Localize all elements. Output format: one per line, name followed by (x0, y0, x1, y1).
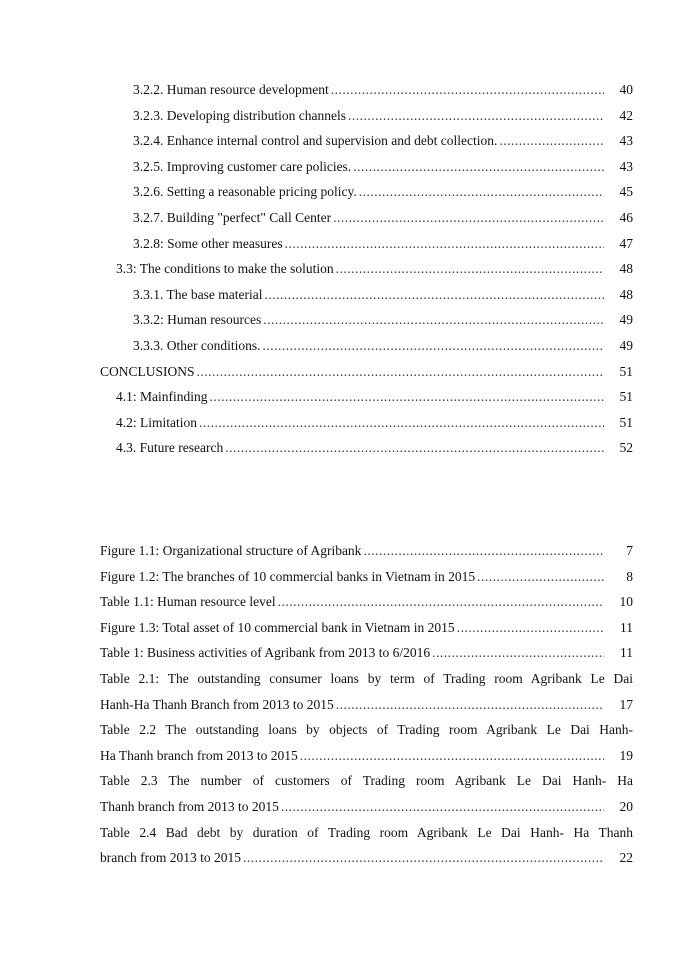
toc-entry-label: 3.2.4. Enhance internal control and supervision and debt collection. (133, 133, 498, 149)
dot-leader (197, 362, 604, 382)
dot-leader (353, 157, 604, 177)
table-entry-label: Table 1.1: Human resource level (100, 594, 276, 610)
toc-entry (100, 80, 633, 106)
toc-entry-page: 51 (619, 363, 633, 379)
table-entry-label: Ha Thanh branch from 2013 to 2015 (100, 747, 298, 763)
toc-entry (100, 131, 633, 157)
dot-leader (225, 438, 604, 458)
dot-leader (285, 234, 604, 254)
figure-entry (100, 538, 633, 564)
table-entry-title-line: Table 2.1: The outstanding consumer loans by term of Trading room Agribank Le Dai (100, 670, 633, 686)
toc-entry-page: 43 (619, 133, 633, 149)
toc-entry-page: 49 (619, 312, 633, 328)
dot-leader (477, 564, 604, 590)
toc-entry-label: 4.2: Limitation (116, 414, 197, 430)
table-entry-label: Hanh-Ha Thanh Branch from 2013 to 2015 (100, 696, 334, 712)
dot-leader (336, 259, 604, 279)
toc-entry (100, 106, 633, 132)
dot-leader (278, 589, 604, 615)
toc-entry-label: 3.2.7. Building "perfect" Call Center (133, 209, 332, 225)
dot-leader (499, 131, 604, 151)
toc-entry-page: 52 (619, 440, 633, 456)
table-entry (100, 589, 633, 615)
toc-entry (100, 182, 633, 208)
table-entry (100, 692, 633, 718)
toc-entry-page: 49 (619, 337, 633, 353)
toc-entry (100, 336, 633, 362)
table-entry-page: 17 (619, 696, 633, 712)
toc-entry-label: CONCLUSIONS (100, 363, 195, 379)
toc-entry-page: 45 (619, 184, 633, 200)
table-of-contents (100, 80, 633, 464)
toc-entry (100, 285, 633, 311)
dot-leader (336, 692, 604, 718)
table-entry-title-line: Table 2.2 The outstanding loans by objects of Trading room Agribank Le Dai Hanh- (100, 722, 633, 738)
list-of-figures-and-tables (100, 538, 633, 871)
toc-entry (100, 362, 633, 388)
table-entry-title-line: Table 2.3 The number of customers of Trading room Agribank Le Dai Hanh- Ha (100, 773, 633, 789)
table-entry-page: 20 (619, 798, 633, 814)
dot-leader (281, 794, 604, 820)
dot-leader (199, 413, 604, 433)
figure-entry-page: 8 (626, 568, 633, 584)
dot-leader (300, 743, 604, 769)
table-entry (100, 794, 633, 820)
dot-leader (331, 80, 604, 100)
toc-entry-label: 3.3.2: Human resources (133, 312, 262, 328)
table-entry-label: Table 1: Business activities of Agribank from 2013 to 6/2016 (100, 645, 431, 661)
table-entry-page: 10 (619, 594, 633, 610)
toc-entry (100, 310, 633, 336)
toc-entry-page: 51 (619, 389, 633, 405)
table-entry (100, 640, 633, 666)
dot-leader (457, 615, 604, 641)
figure-entry-page: 7 (626, 543, 633, 558)
toc-entry-label: 3.2.3. Developing distribution channels (133, 107, 346, 123)
dot-leader (432, 640, 604, 666)
table-entry-page: 19 (619, 747, 633, 763)
dot-leader (210, 387, 605, 407)
toc-entry (100, 208, 633, 234)
toc-entry-label: 3.3: The conditions to make the solution (116, 261, 334, 277)
table-entry-label: Thanh branch from 2013 to 2015 (100, 798, 279, 814)
dot-leader (263, 336, 605, 356)
dot-leader (348, 106, 604, 126)
toc-entry-page: 48 (619, 261, 633, 277)
table-entry-title-line: Table 2.4 Bad debt by duration of Trading room Agribank Le Dai Hanh- Ha Thanh (100, 824, 633, 840)
toc-entry-label: 4.3. Future research (116, 440, 224, 456)
toc-entry-page: 47 (619, 235, 633, 251)
toc-entry (100, 413, 633, 439)
table-entry-page: 11 (620, 645, 633, 661)
figure-entry-label: Figure 1.3: Total asset of 10 commercial bank in Vietnam in 2015 (100, 619, 455, 635)
dot-leader (333, 208, 604, 228)
figure-entry-label: Figure 1.1: Organizational structure of Agribank (100, 543, 362, 558)
toc-entry-page: 42 (619, 107, 633, 123)
table-entry (100, 845, 633, 871)
toc-entry (100, 234, 633, 260)
dot-leader (243, 845, 604, 871)
toc-entry-label: 3.2.2. Human resource development (133, 82, 329, 97)
toc-entry-label: 3.2.5. Improving customer care policies. (133, 158, 352, 174)
toc-entry-label: 4.1: Mainfinding (116, 389, 208, 405)
toc-entry-page: 51 (619, 414, 633, 430)
dot-leader (264, 285, 604, 305)
toc-entry (100, 157, 633, 183)
toc-entry (100, 387, 633, 413)
figure-entry (100, 564, 633, 590)
toc-entry-label: 3.3.1. The base material (133, 286, 263, 302)
dot-leader (263, 310, 604, 330)
toc-entry-page: 46 (619, 209, 633, 225)
table-entry-label: branch from 2013 to 2015 (100, 850, 241, 866)
figure-entry (100, 615, 633, 641)
figure-entry-page: 11 (620, 619, 633, 635)
toc-entry (100, 259, 633, 285)
toc-entry-page: 48 (619, 286, 633, 302)
toc-entry (100, 438, 633, 464)
table-entry (100, 743, 633, 769)
dot-leader (359, 182, 604, 202)
figure-entry-label: Figure 1.2: The branches of 10 commercial banks in Vietnam in 2015 (100, 568, 476, 584)
dot-leader (363, 538, 604, 564)
toc-entry-page: 40 (619, 82, 633, 97)
toc-entry-page: 43 (619, 158, 633, 174)
toc-entry-label: 3.3.3. Other conditions. (133, 337, 261, 353)
toc-entry-label: 3.2.8: Some other measures (133, 235, 283, 251)
table-entry-page: 22 (619, 850, 633, 866)
toc-entry-label: 3.2.6. Setting a reasonable pricing policy. (133, 184, 357, 200)
